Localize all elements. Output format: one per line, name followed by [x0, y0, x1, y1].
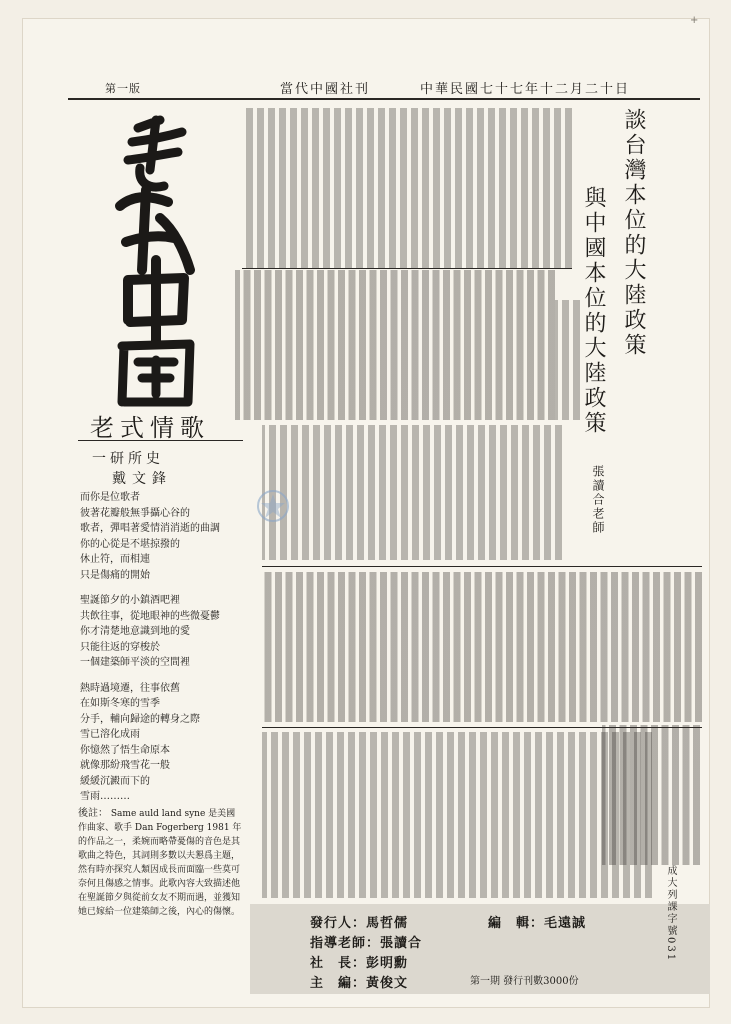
sidebar-rule — [78, 440, 243, 442]
poem-line: 分手，輔向歸途的轉身之際 — [80, 713, 200, 725]
poem-line: 歌者，彈唱著愛情消消逝的曲調 — [80, 523, 220, 534]
poem-line: 只能往返的穿梭於 — [80, 641, 160, 653]
print-info: 第一期 發行刊數3000份 — [470, 976, 579, 987]
article-author: 張讀合老師 — [591, 465, 605, 535]
credit-publisher: 發行人：馬哲儒 — [310, 916, 409, 931]
credit-advisor: 指導老師：張讀合 — [310, 936, 423, 951]
article-title-part2: 與中國本位的大陸政策 — [581, 186, 606, 436]
poem-line: 緩緩沉澱而下的 — [80, 775, 150, 787]
watermark-emblem — [255, 488, 291, 524]
column-rule — [242, 268, 572, 269]
poem-title: 老式情歌 — [90, 414, 210, 442]
poem-line: 而你是位歌者 — [80, 492, 140, 503]
poem-line: 聖誕節夕的小鎮酒吧裡 — [80, 595, 180, 606]
stanza-gap — [80, 583, 250, 593]
stanza-gap — [80, 671, 250, 681]
poem-line: 共飲往事，從地眼神的些微憂鬱 — [80, 610, 220, 622]
poem-line: 雪雨……… — [80, 791, 130, 802]
credit-editor: 編 輯：毛遠誠 — [488, 916, 587, 931]
poem-line: 熱時過境遷，往事依舊 — [80, 682, 180, 694]
note-label: 後註： — [78, 808, 108, 819]
article-text-block-2 — [235, 270, 555, 420]
poem-note — [78, 806, 244, 920]
credit-president: 社 長：彭明勳 — [310, 956, 409, 971]
column-rule — [262, 566, 702, 567]
article-text-block-3 — [555, 300, 580, 420]
poem-body — [80, 490, 250, 805]
poem-line: 休止符，而相連 — [80, 554, 150, 565]
page-label: 第一版 — [105, 82, 141, 95]
credit-editor-chief: 主 編：黃俊文 — [310, 976, 409, 991]
publisher-name: 當代中國社刊 — [280, 82, 371, 97]
poem-line: 在如斯冬寒的雪季 — [80, 698, 160, 709]
registration-stamp: 成大列課字號031 — [665, 865, 676, 963]
poem-author: 戴文鋒 — [112, 471, 172, 487]
article-text-block-4 — [262, 425, 562, 560]
corner-mark: + — [690, 15, 699, 26]
note-text: Same auld land syne 是美國作曲家、歌手 Dan Fogerberg 1981 年的作品之一，柔婉而略帶憂傷的音色是其歌曲之特色，其詞則多數以夫懇爲主題，然有時亦探究人類因成長而面臨一些莫可奈何且傷感之情事。此歌內容大致描述他在聖誕節夕與從前女友不期而遇，並獲知她已嫁給一位建築師之後，內心的傷懷。 — [78, 809, 242, 917]
poem-line: 你才清楚地意識到地的愛 — [80, 626, 190, 637]
article-text-block-5 — [262, 572, 702, 722]
poem-line: 彼著花瓣般無爭攝心谷的 — [80, 507, 190, 519]
article-title-part1: 談台灣本位的大陸政策 — [621, 108, 646, 358]
poem-line: 就像那紛飛雪花一般 — [80, 760, 170, 771]
poem-line: 一個建築師平淡的空間裡 — [80, 657, 190, 668]
issue-date: 中華民國七十七年十二月二十日 — [420, 82, 631, 97]
header-rule — [68, 98, 700, 100]
article-text-block-6 — [262, 732, 652, 898]
poem-line: 只是傷痛的開始 — [80, 569, 150, 581]
poem-line: 你的心從是不堪掠撥的 — [80, 538, 180, 550]
poem-line: 你憶然了悟生命原本 — [80, 744, 170, 756]
masthead-calligraphy — [98, 110, 208, 410]
poem-line: 雪已溶化成雨 — [80, 729, 140, 740]
column-rule — [262, 727, 702, 728]
article-text-block-7 — [602, 725, 700, 865]
article-text-block-1 — [242, 108, 572, 268]
author-department: 一研所史 — [92, 451, 164, 467]
